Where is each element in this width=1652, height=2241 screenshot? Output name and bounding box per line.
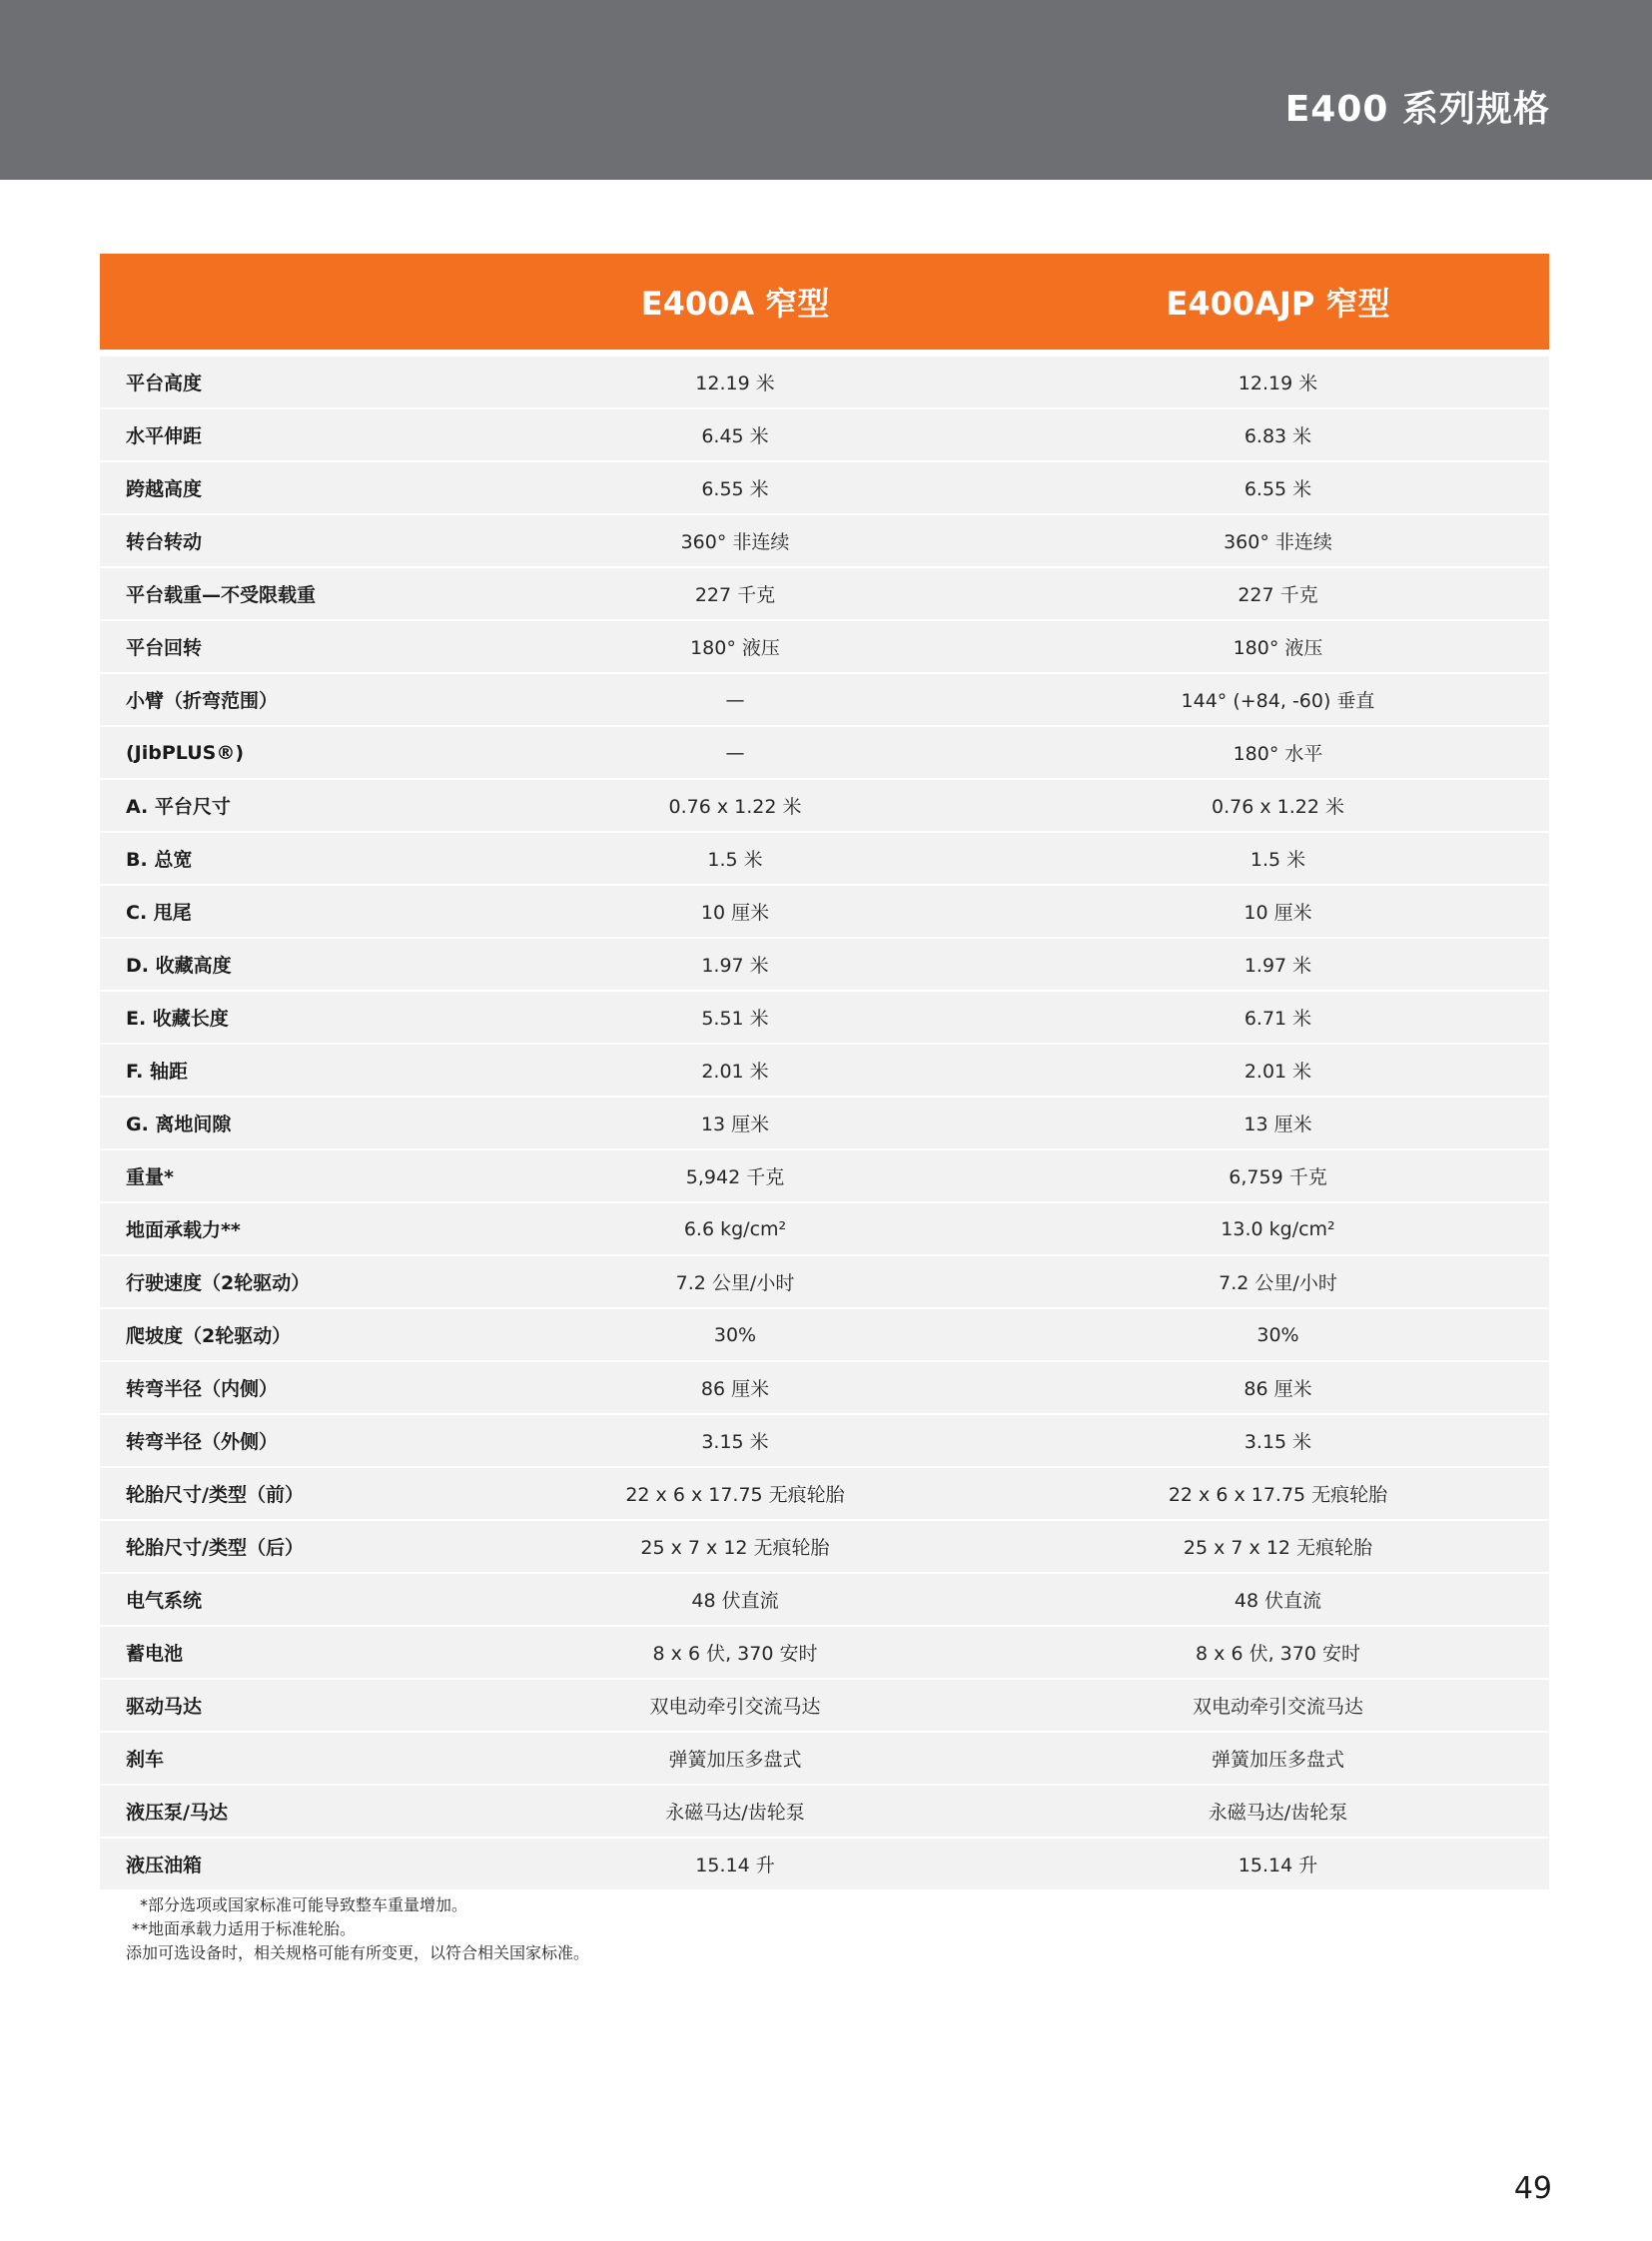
row-value-e400ajp: 0.76 x 1.22 米 <box>1212 796 1344 818</box>
row-value-e400a: 15.14 升 <box>695 1855 775 1876</box>
table-row <box>100 621 1549 672</box>
row-value-e400ajp: 25 x 7 x 12 无痕轮胎 <box>1183 1537 1373 1559</box>
row-value-e400a: 360° 非连续 <box>680 531 790 553</box>
row-label: 轮胎尺寸/类型（前） <box>126 1484 304 1506</box>
row-value-e400a: 1.5 米 <box>707 849 763 871</box>
table-row <box>100 1098 1549 1148</box>
row-value-e400a: 10 厘米 <box>700 902 770 924</box>
table-row <box>100 1733 1549 1784</box>
row-label: 电气系统 <box>126 1590 203 1612</box>
table-row <box>100 674 1549 725</box>
row-value-e400a: 180° 液压 <box>690 637 780 659</box>
row-value-e400a: 5.51 米 <box>701 1008 769 1030</box>
row-label: 转弯半径（外侧） <box>126 1431 279 1453</box>
table-row <box>100 1574 1549 1625</box>
table-row <box>100 1627 1549 1678</box>
row-value-e400ajp: 3.15 米 <box>1243 1431 1312 1453</box>
row-value-e400a: 8 x 6 伏, 370 安时 <box>652 1643 818 1665</box>
table-row <box>100 1839 1549 1889</box>
table-row <box>100 1309 1549 1360</box>
row-value-e400a: 2.01 米 <box>701 1061 769 1083</box>
header-bar <box>0 0 1652 180</box>
table-row <box>100 780 1549 831</box>
row-value-e400a: 1.97 米 <box>701 955 769 977</box>
row-label: (JibPLUS®) <box>126 741 245 764</box>
row-label: 小臂（折弯范围） <box>126 690 279 712</box>
row-value-e400ajp: 180° 水平 <box>1233 743 1323 765</box>
spec-table <box>100 254 1549 1889</box>
row-label: C. 甩尾 <box>126 902 192 924</box>
footnotes <box>126 1893 589 1965</box>
row-value-e400ajp: 1.97 米 <box>1243 955 1312 977</box>
row-value-e400a: 7.2 公里/小时 <box>675 1272 795 1294</box>
table-row <box>100 886 1549 937</box>
table-row <box>100 1415 1549 1466</box>
table-row <box>100 357 1549 407</box>
row-label: B. 总宽 <box>126 849 193 871</box>
footnote-ground-pressure: **地面承载力适用于标准轮胎。 <box>132 1919 357 1938</box>
row-label: 蓄电池 <box>126 1643 184 1665</box>
row-label: 跨越高度 <box>126 478 203 500</box>
page-title: E400 系列规格 <box>1284 89 1550 130</box>
row-value-e400ajp: 144° (+84, -60) 垂直 <box>1181 690 1375 712</box>
table-row <box>100 727 1549 778</box>
row-value-e400a: 永磁马达/齿轮泵 <box>665 1802 805 1824</box>
row-value-e400a: 0.76 x 1.22 米 <box>668 796 802 818</box>
row-label: 驱动马达 <box>126 1696 203 1718</box>
table-row <box>100 1150 1549 1201</box>
table-row <box>100 833 1549 884</box>
row-value-e400ajp: 15.14 升 <box>1238 1855 1318 1876</box>
row-value-e400ajp: 弹簧加压多盘式 <box>1211 1749 1344 1771</box>
row-value-e400a: 22 x 6 x 17.75 无痕轮胎 <box>625 1484 845 1506</box>
row-value-e400a: 30% <box>713 1323 757 1346</box>
row-value-e400a: 6.6 kg/cm² <box>683 1217 787 1240</box>
row-value-e400ajp: 6.83 米 <box>1243 425 1312 447</box>
row-value-e400a: 双电动牵引交流马达 <box>649 1696 821 1718</box>
row-value-e400a: 227 千克 <box>694 584 776 606</box>
row-value-e400a: 弹簧加压多盘式 <box>668 1749 802 1771</box>
row-label: 液压泵/马达 <box>126 1802 228 1824</box>
row-label: 液压油箱 <box>126 1855 203 1876</box>
row-value-e400ajp: 10 厘米 <box>1243 902 1312 924</box>
row-value-e400ajp: 2.01 米 <box>1243 1061 1312 1083</box>
table-row <box>100 1521 1549 1572</box>
row-label: 水平伸距 <box>126 425 203 447</box>
row-label: D. 收藏高度 <box>126 955 232 977</box>
header-cell-label <box>100 254 463 350</box>
row-value-e400ajp: 12.19 米 <box>1238 373 1318 394</box>
row-label: 刹车 <box>126 1749 165 1771</box>
row-value-e400a: 86 厘米 <box>700 1378 770 1400</box>
row-value-e400ajp: 6.55 米 <box>1243 478 1312 500</box>
row-value-e400a: 25 x 7 x 12 无痕轮胎 <box>640 1537 830 1559</box>
row-value-e400ajp: 1.5 米 <box>1249 849 1306 871</box>
table-row <box>100 568 1549 619</box>
table-row <box>100 409 1549 460</box>
row-label: 平台回转 <box>126 637 203 659</box>
table-row <box>100 462 1549 513</box>
row-value-e400a: 12.19 米 <box>695 373 775 394</box>
table-row <box>100 515 1549 566</box>
row-label: 转弯半径（内侧） <box>126 1378 279 1400</box>
row-label: 地面承载力** <box>126 1219 241 1241</box>
row-label: 轮胎尺寸/类型（后） <box>126 1537 304 1559</box>
header-cell-e400ajp: E400AJP 窄型 <box>1166 285 1390 323</box>
table-row <box>100 992 1549 1043</box>
row-value-e400ajp: 13.0 kg/cm² <box>1221 1217 1335 1240</box>
row-value-e400ajp: 48 伏直流 <box>1234 1590 1322 1612</box>
row-value-e400a: 6.45 米 <box>701 425 769 447</box>
row-value-e400ajp: 227 千克 <box>1238 584 1318 606</box>
row-label: 行驶速度（2轮驱动） <box>126 1272 311 1294</box>
row-label: A. 平台尺寸 <box>126 796 231 818</box>
table-row <box>100 1256 1549 1307</box>
row-value-e400ajp: 86 厘米 <box>1243 1378 1312 1400</box>
table-row <box>100 1362 1549 1413</box>
table-body <box>100 357 1549 1889</box>
table-row <box>100 1680 1549 1731</box>
row-value-e400ajp: 13 厘米 <box>1243 1114 1312 1135</box>
row-value-e400ajp: 180° 液压 <box>1233 637 1323 659</box>
table-row <box>100 1786 1549 1837</box>
row-value-e400ajp: 8 x 6 伏, 370 安时 <box>1196 1643 1360 1665</box>
table-row <box>100 939 1549 990</box>
row-label: 平台载重—不受限载重 <box>126 584 317 606</box>
row-value-e400a: 6.55 米 <box>701 478 769 500</box>
row-label: E. 收藏长度 <box>126 1008 229 1030</box>
row-value-e400ajp: 6.71 米 <box>1243 1008 1312 1030</box>
row-value-e400a: 13 厘米 <box>700 1114 770 1135</box>
row-label: 平台高度 <box>126 373 203 394</box>
row-value-e400ajp: 30% <box>1256 1323 1299 1346</box>
row-label: G. 离地间隙 <box>126 1114 232 1135</box>
row-value-e400ajp: 永磁马达/齿轮泵 <box>1208 1802 1348 1824</box>
row-value-e400a: 3.15 米 <box>701 1431 769 1453</box>
row-value-e400a: — <box>725 688 745 711</box>
row-value-e400ajp: 7.2 公里/小时 <box>1219 1272 1337 1294</box>
table-row <box>100 1203 1549 1254</box>
table-header <box>100 254 1549 350</box>
footnote-weight: *部分选项或国家标准可能导致整车重量增加。 <box>140 1895 468 1914</box>
row-label: 重量* <box>126 1166 174 1188</box>
row-value-e400ajp: 22 x 6 x 17.75 无痕轮胎 <box>1168 1484 1388 1506</box>
row-label: F. 轴距 <box>126 1061 189 1083</box>
table-row <box>100 1468 1549 1519</box>
row-value-e400ajp: 6,759 千克 <box>1229 1166 1327 1188</box>
row-label: 爬坡度（2轮驱动） <box>126 1325 292 1347</box>
table-row <box>100 1045 1549 1096</box>
row-value-e400ajp: 360° 非连续 <box>1224 531 1332 553</box>
header-cell-e400a: E400A 窄型 <box>640 285 830 323</box>
row-value-e400a: 5,942 千克 <box>685 1166 785 1188</box>
row-label: 转台转动 <box>126 531 203 553</box>
row-value-e400a: 48 伏直流 <box>691 1590 779 1612</box>
footnote-optional-equipment: 添加可选设备时，相关规格可能有所变更，以符合相关国家标准。 <box>126 1943 590 1962</box>
page-number: 49 <box>1513 2171 1552 2206</box>
row-value-e400ajp: 双电动牵引交流马达 <box>1192 1696 1363 1718</box>
row-value-e400a: — <box>725 741 745 764</box>
